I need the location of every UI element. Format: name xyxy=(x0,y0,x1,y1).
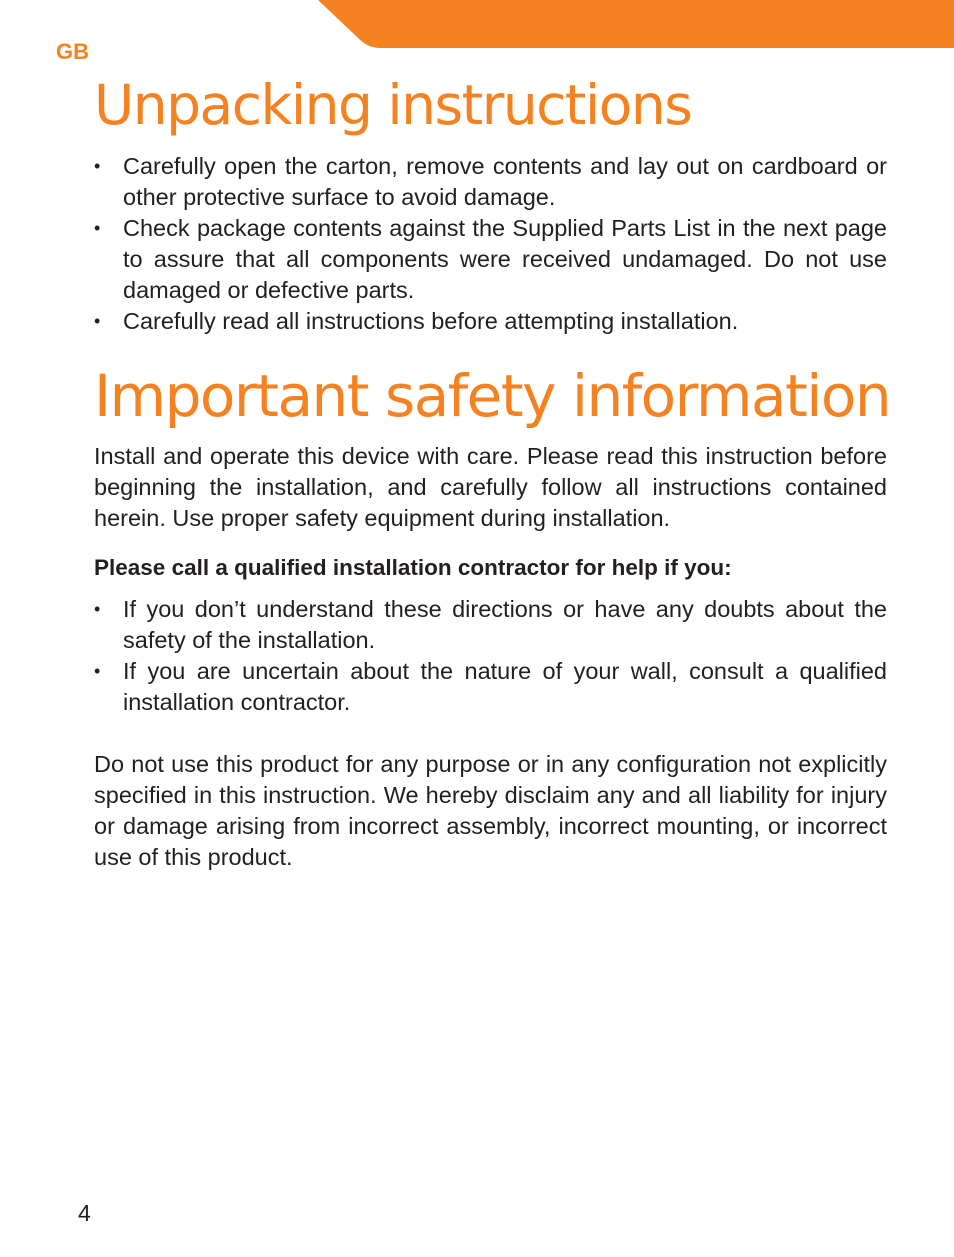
header-tab-decoration xyxy=(0,0,954,48)
contractor-subheading: Please call a qualified installation contractor for help if you: xyxy=(94,555,732,580)
list-item xyxy=(94,213,887,306)
list-item-text: Carefully read all instructions before attempting installation. xyxy=(123,308,739,334)
list-item xyxy=(94,306,887,337)
list-item xyxy=(94,594,887,656)
list-item xyxy=(94,656,887,718)
contractor-list xyxy=(94,594,887,718)
safety-intro-paragraph: Install and operate this device with care. Please read this instruction before beginning the installation, and carefully follow all instructions contained herein. Use proper safety equipment during installation. xyxy=(94,443,887,531)
page-number: 4 xyxy=(78,1200,91,1226)
list-item-text: If you don’t understand these directions or have any doubts about the safety of the installation. xyxy=(123,596,887,653)
language-label: GB xyxy=(56,39,89,64)
bullet-icon: • xyxy=(94,156,101,176)
list-item-text: Check package contents against the Supplied Parts List in the next page to assure that all components were received undamaged. Do not use damaged or defective parts. xyxy=(123,215,887,303)
list-item-text: If you are uncertain about the nature of your wall, consult a qualified installation contractor. xyxy=(123,658,887,715)
safety-heading: Important safety information xyxy=(94,362,891,430)
bullet-icon: • xyxy=(94,661,101,681)
disclaimer-paragraph: Do not use this product for any purpose or in any configuration not explicitly specified in this instruction. We hereby disclaim any and all liability for injury or damage arising from incorrect assembly, incorrect mounting, or incorrect use of this product. xyxy=(94,751,887,870)
list-item xyxy=(94,151,887,213)
unpacking-heading: Unpacking instructions xyxy=(94,73,692,137)
list-item-text: Carefully open the carton, remove contents and lay out on cardboard or other protective surface to avoid damage. xyxy=(123,153,887,210)
bullet-icon: • xyxy=(94,218,101,238)
bullet-icon: • xyxy=(94,311,101,331)
unpacking-list xyxy=(94,151,887,337)
bullet-icon: • xyxy=(94,599,101,619)
